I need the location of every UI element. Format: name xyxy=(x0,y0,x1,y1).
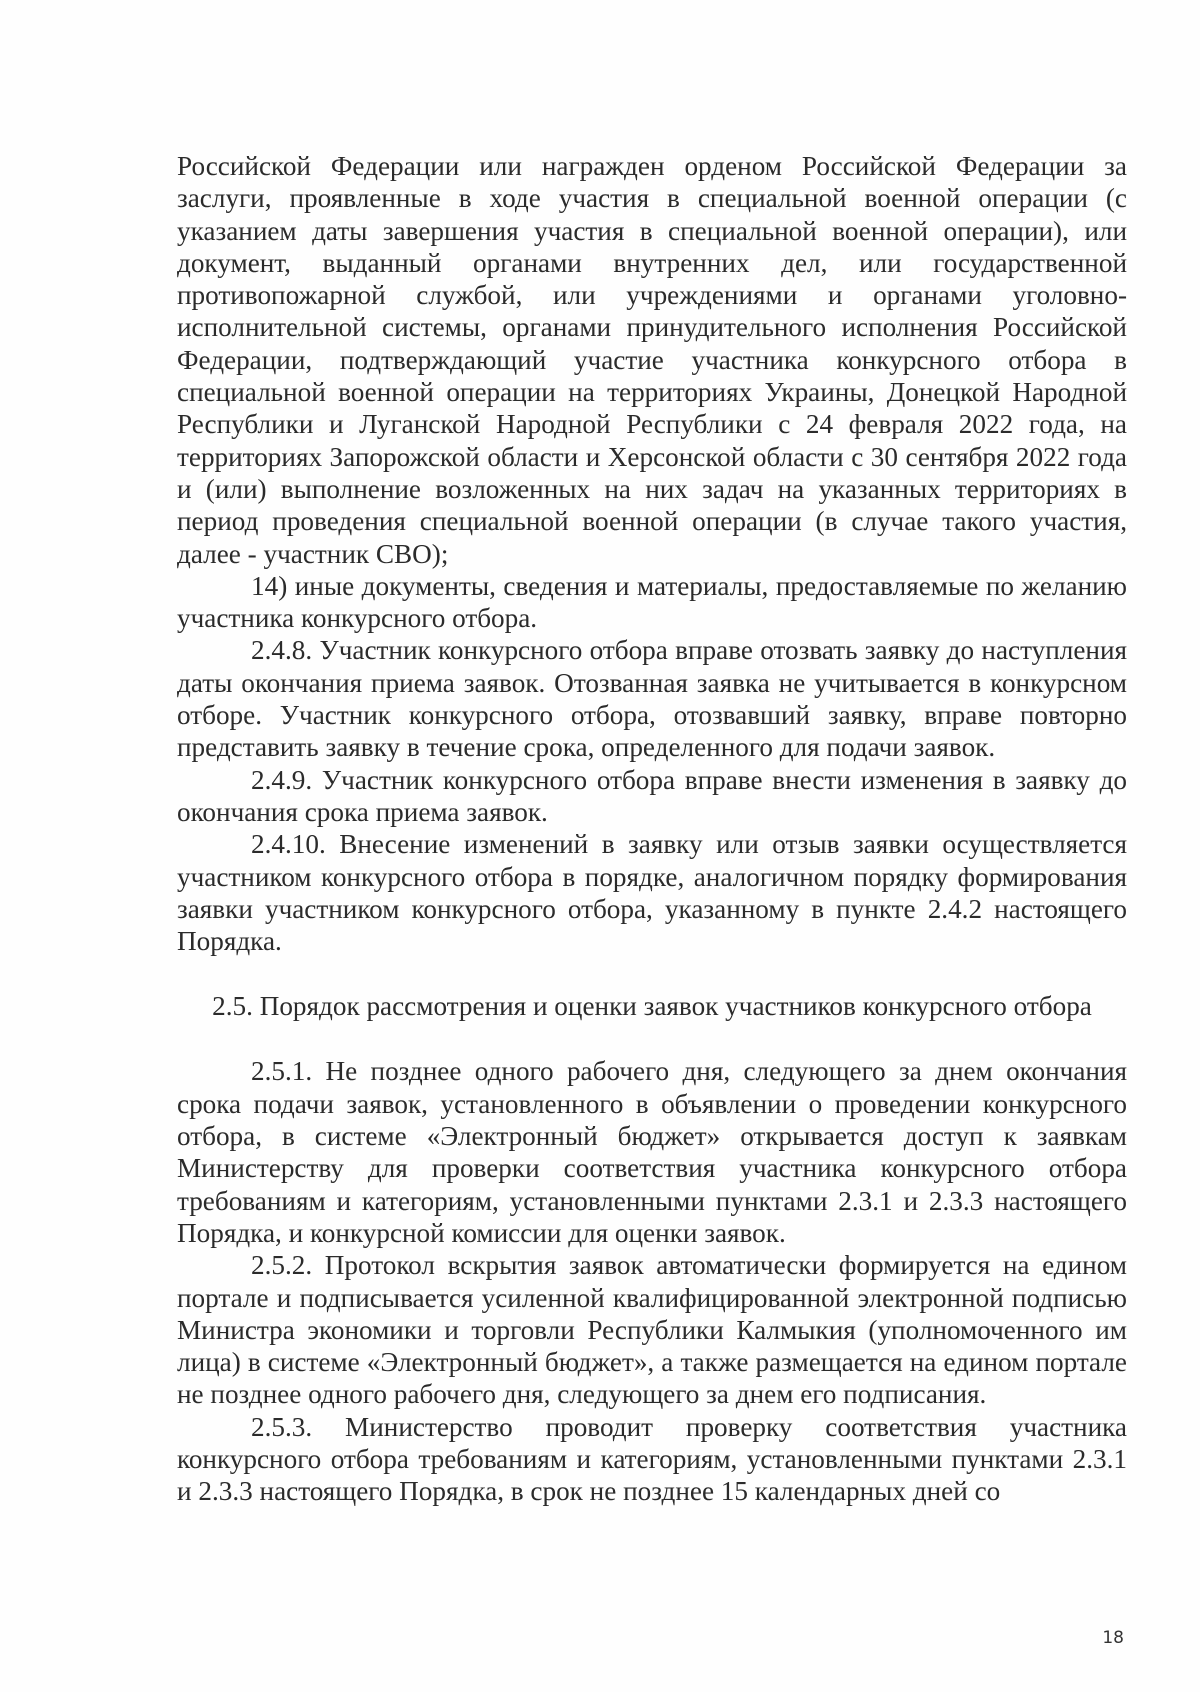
paragraph-2-4-10: 2.4.10. Внесение изменений в заявку или отзыв заявки осуществляется участником конкурсного отбора в порядке, аналогичном порядку формирования заявки участником конкурсного отбора, указанному в пункте 2.4.2 настоящего Порядка. xyxy=(177,829,1127,957)
paragraph-continuation: Российской Федерации или награжден орденом Российской Федерации за заслуги, проявленные в ходе участия в специальной военной операции (с указанием даты завершения участия в специальной военной операции), или документ, выданный органами внутренних дел, или государственной противопожарной службой, или учреждениями и органами уголовно-исполнительной системы, органами принудительного исполнения Российской Федерации, подтверждающий участие участника конкурсного отбора в специальной военной операции на территориях Украины, Донецкой Народной Республики и Луганской Народной Республики с 24 февраля 2022 года, на территориях Запорожской области и Херсонской области с 30 сентября 2022 года и (или) выполнение возложенных на них задач на указанных территориях в период проведения специальной военной операции (в случае такого участия, далее - участник СВО); xyxy=(177,151,1127,569)
document-body xyxy=(177,150,1127,1508)
paragraph-2-4-8: 2.4.8. Участник конкурсного отбора вправе отозвать заявку до наступления даты окончания приема заявок. Отозванная заявка не учитывается в конкурсном отборе. Участник конкурсного отбора, отозвавший заявку, вправе повторно представить заявку в течение срока, определенного для подачи заявок. xyxy=(177,635,1127,763)
paragraph-item-14: 14) иные документы, сведения и материалы, предоставляемые по желанию участника конкурсного отбора. xyxy=(177,570,1127,634)
paragraph-2-5-1: 2.5.1. Не позднее одного рабочего дня, следующего за днем окончания срока подачи заявок, установленного в объявлении о проведении конкурсного отбора, в системе «Электронный бюджет» открывается доступ к заявкам Министерству для проверки соответствия участника конкурсного отбора требованиям и категориям, установленными пунктами 2.3.1 и 2.3.3 настоящего Порядка, и конкурсной комиссии для оценки заявок. xyxy=(177,1056,1127,1248)
paragraph-2-5-2: 2.5.2. Протокол вскрытия заявок автоматически формируется на едином портале и подписывается усиленной квалифицированной электронной подписью Министра экономики и торговли Республики Калмыкия (уполномоченного им лица) в системе «Электронный бюджет», а также размещается на едином портале не позднее одного рабочего дня, следующего за днем его подписания. xyxy=(177,1250,1127,1410)
paragraph-2-4-9: 2.4.9. Участник конкурсного отбора вправе внести изменения в заявку до окончания срока приема заявок. xyxy=(177,764,1127,827)
section-heading: 2.5. Порядок рассмотрения и оценки заявок участников конкурсного отбора xyxy=(212,991,1092,1022)
page-number: 18 xyxy=(1102,1628,1124,1648)
paragraph-2-5-3: 2.5.3. Министерство проводит проверку соответствия участника конкурсного отбора требованиям и категориям, установленными пунктами 2.3.1 и 2.3.3 настоящего Порядка, в срок не позднее 15 календарных дней со xyxy=(177,1411,1127,1507)
